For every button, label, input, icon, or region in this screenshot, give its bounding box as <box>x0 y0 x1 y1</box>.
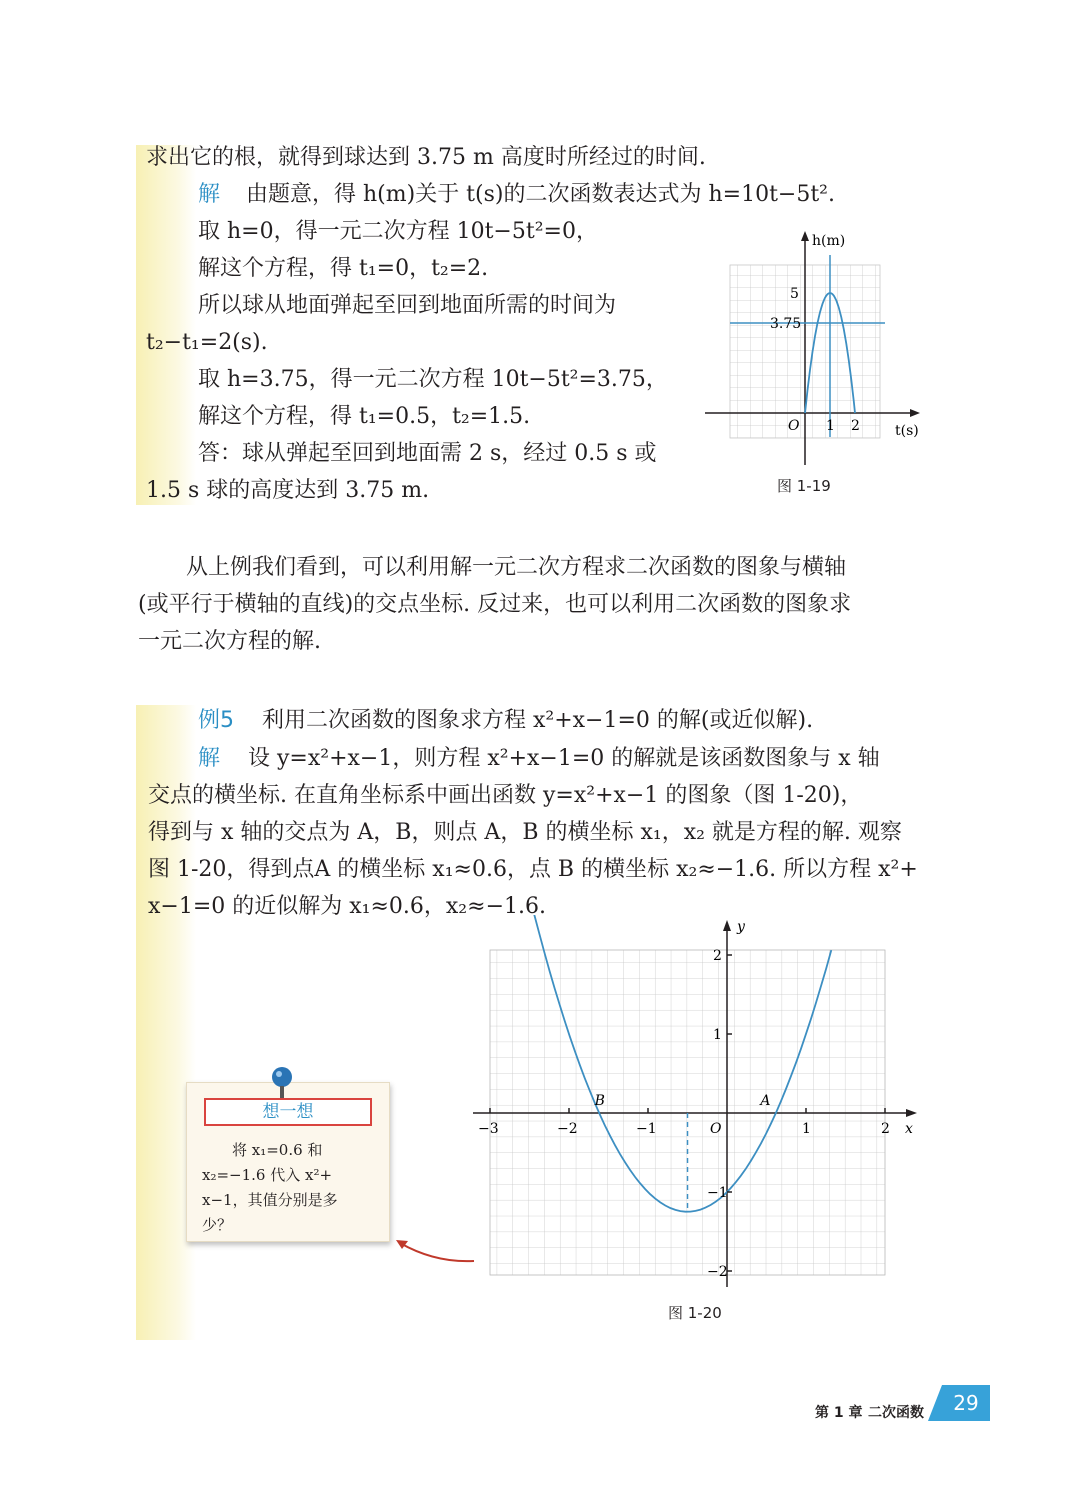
note-line: x₂=−1.6 代入 x²+ <box>202 1166 333 1184</box>
paragraph-line: (或平行于横轴的直线)的交点坐标. 反过来，也可以利用二次函数的图象求 <box>138 592 852 617</box>
arrow-icon <box>390 1225 480 1270</box>
text-line: 交点的横坐标. 在直角坐标系中画出函数 y=x²+x−1 的图象（图 1-20)， <box>148 783 863 808</box>
highlight-band-1 <box>136 145 196 505</box>
note-line: 少？ <box>202 1216 233 1234</box>
text-line: 求出它的根，就得到球达到 3.75 m 高度时所经过的时间. <box>146 145 706 170</box>
x-tick-label: 1 <box>802 1121 811 1137</box>
y-axis-label: y <box>737 919 745 935</box>
y-arrow-icon <box>723 920 731 931</box>
x-axis-label: t(s) <box>895 423 919 439</box>
x-axis-label: x <box>905 1121 913 1137</box>
note-line: x−1，其值分别是多 <box>202 1191 338 1209</box>
text-line: 设 y=x²+x−1，则方程 x²+x−1=0 的解就是该函数图象与 x 轴 <box>248 746 880 771</box>
x-arrow-icon <box>910 409 920 417</box>
origin-label: O <box>710 1121 722 1137</box>
text-line: 得到与 x 轴的交点为 A，B，则点 A，B 的横坐标 x₁，x₂ 就是方程的解. 观察 <box>148 820 902 845</box>
think-note <box>186 1082 388 1240</box>
text-line: 1.5 s 球的高度达到 3.75 m. <box>146 478 430 503</box>
text-line: x−1=0 的近似解为 x₁≈0.6，x₂≈−1.6. <box>148 894 546 919</box>
x-tick-label: −2 <box>557 1121 578 1137</box>
origin-label: O <box>788 418 800 434</box>
footer-title: 二次函数 <box>868 1405 924 1421</box>
y-tick-label: −1 <box>707 1185 728 1201</box>
text-line: 由题意，得 h(m)关于 t(s)的二次函数表达式为 h=10t−5t². <box>246 182 835 207</box>
x-arrow-icon <box>906 1109 917 1117</box>
x-tick-label: −3 <box>478 1121 499 1137</box>
page-tab-decoration <box>928 1385 942 1421</box>
pushpin-icon <box>262 1062 302 1102</box>
y-tick-3-75: 3.75 <box>770 316 802 332</box>
figure-1-19 <box>700 225 930 475</box>
text-line: 解这个方程，得 t₁=0，t₂=2. <box>198 256 489 281</box>
text-line: 图 1-20，得到点A 的横坐标 x₁≈0.6，点 B 的横坐标 x₂≈−1.6. 所以方程 x²+ <box>148 857 918 882</box>
point-a-label: A <box>760 1093 771 1109</box>
text-line: 取 h=3.75，得一元二次方程 10t−5t²=3.75， <box>198 367 668 392</box>
y-arrow-icon <box>801 231 809 241</box>
point-b-label: B <box>594 1093 605 1109</box>
footer-chapter: 第 1 章 <box>815 1405 863 1421</box>
x-tick-label: 2 <box>881 1121 890 1137</box>
page-number: 29 <box>942 1385 990 1421</box>
paragraph-line: 一元二次方程的解. <box>138 629 321 654</box>
note-line: 将 x₁=0.6 和 <box>232 1141 323 1159</box>
y-axis-label: h(m) <box>812 233 846 249</box>
text-line: 答：球从弹起至回到地面需 2 s，经过 0.5 s 或 <box>198 441 657 466</box>
y-tick-label: 1 <box>713 1027 722 1043</box>
x-tick-label: −1 <box>636 1121 657 1137</box>
x-tick-1: 1 <box>826 418 835 434</box>
solution-label: 解 <box>198 746 221 771</box>
figure-caption: 图 1-19 <box>777 477 831 495</box>
paragraph-line: 从上例我们看到，可以利用解一元二次方程求二次函数的图象与横轴 <box>186 555 847 580</box>
note-title: 想一想 <box>204 1098 372 1126</box>
figure-caption: 图 1-20 <box>668 1304 722 1322</box>
text-line: 取 h=0，得一元二次方程 10t−5t²=0， <box>198 219 598 244</box>
example-label: 例5 <box>198 708 234 733</box>
y-tick-label: −2 <box>707 1264 728 1280</box>
y-tick-5: 5 <box>790 286 799 302</box>
figure-1-20 <box>465 915 935 1295</box>
text-line: 解这个方程，得 t₁=0.5，t₂=1.5. <box>198 404 531 429</box>
text-line: 所以球从地面弹起至回到地面所需的时间为 <box>198 293 617 318</box>
x-tick-2: 2 <box>851 418 860 434</box>
text-line: t₂−t₁=2(s). <box>146 330 268 355</box>
y-tick-label: 2 <box>713 948 722 964</box>
solution-label: 解 <box>198 182 221 207</box>
example-statement: 利用二次函数的图象求方程 x²+x−1=0 的解(或近似解). <box>262 708 814 733</box>
